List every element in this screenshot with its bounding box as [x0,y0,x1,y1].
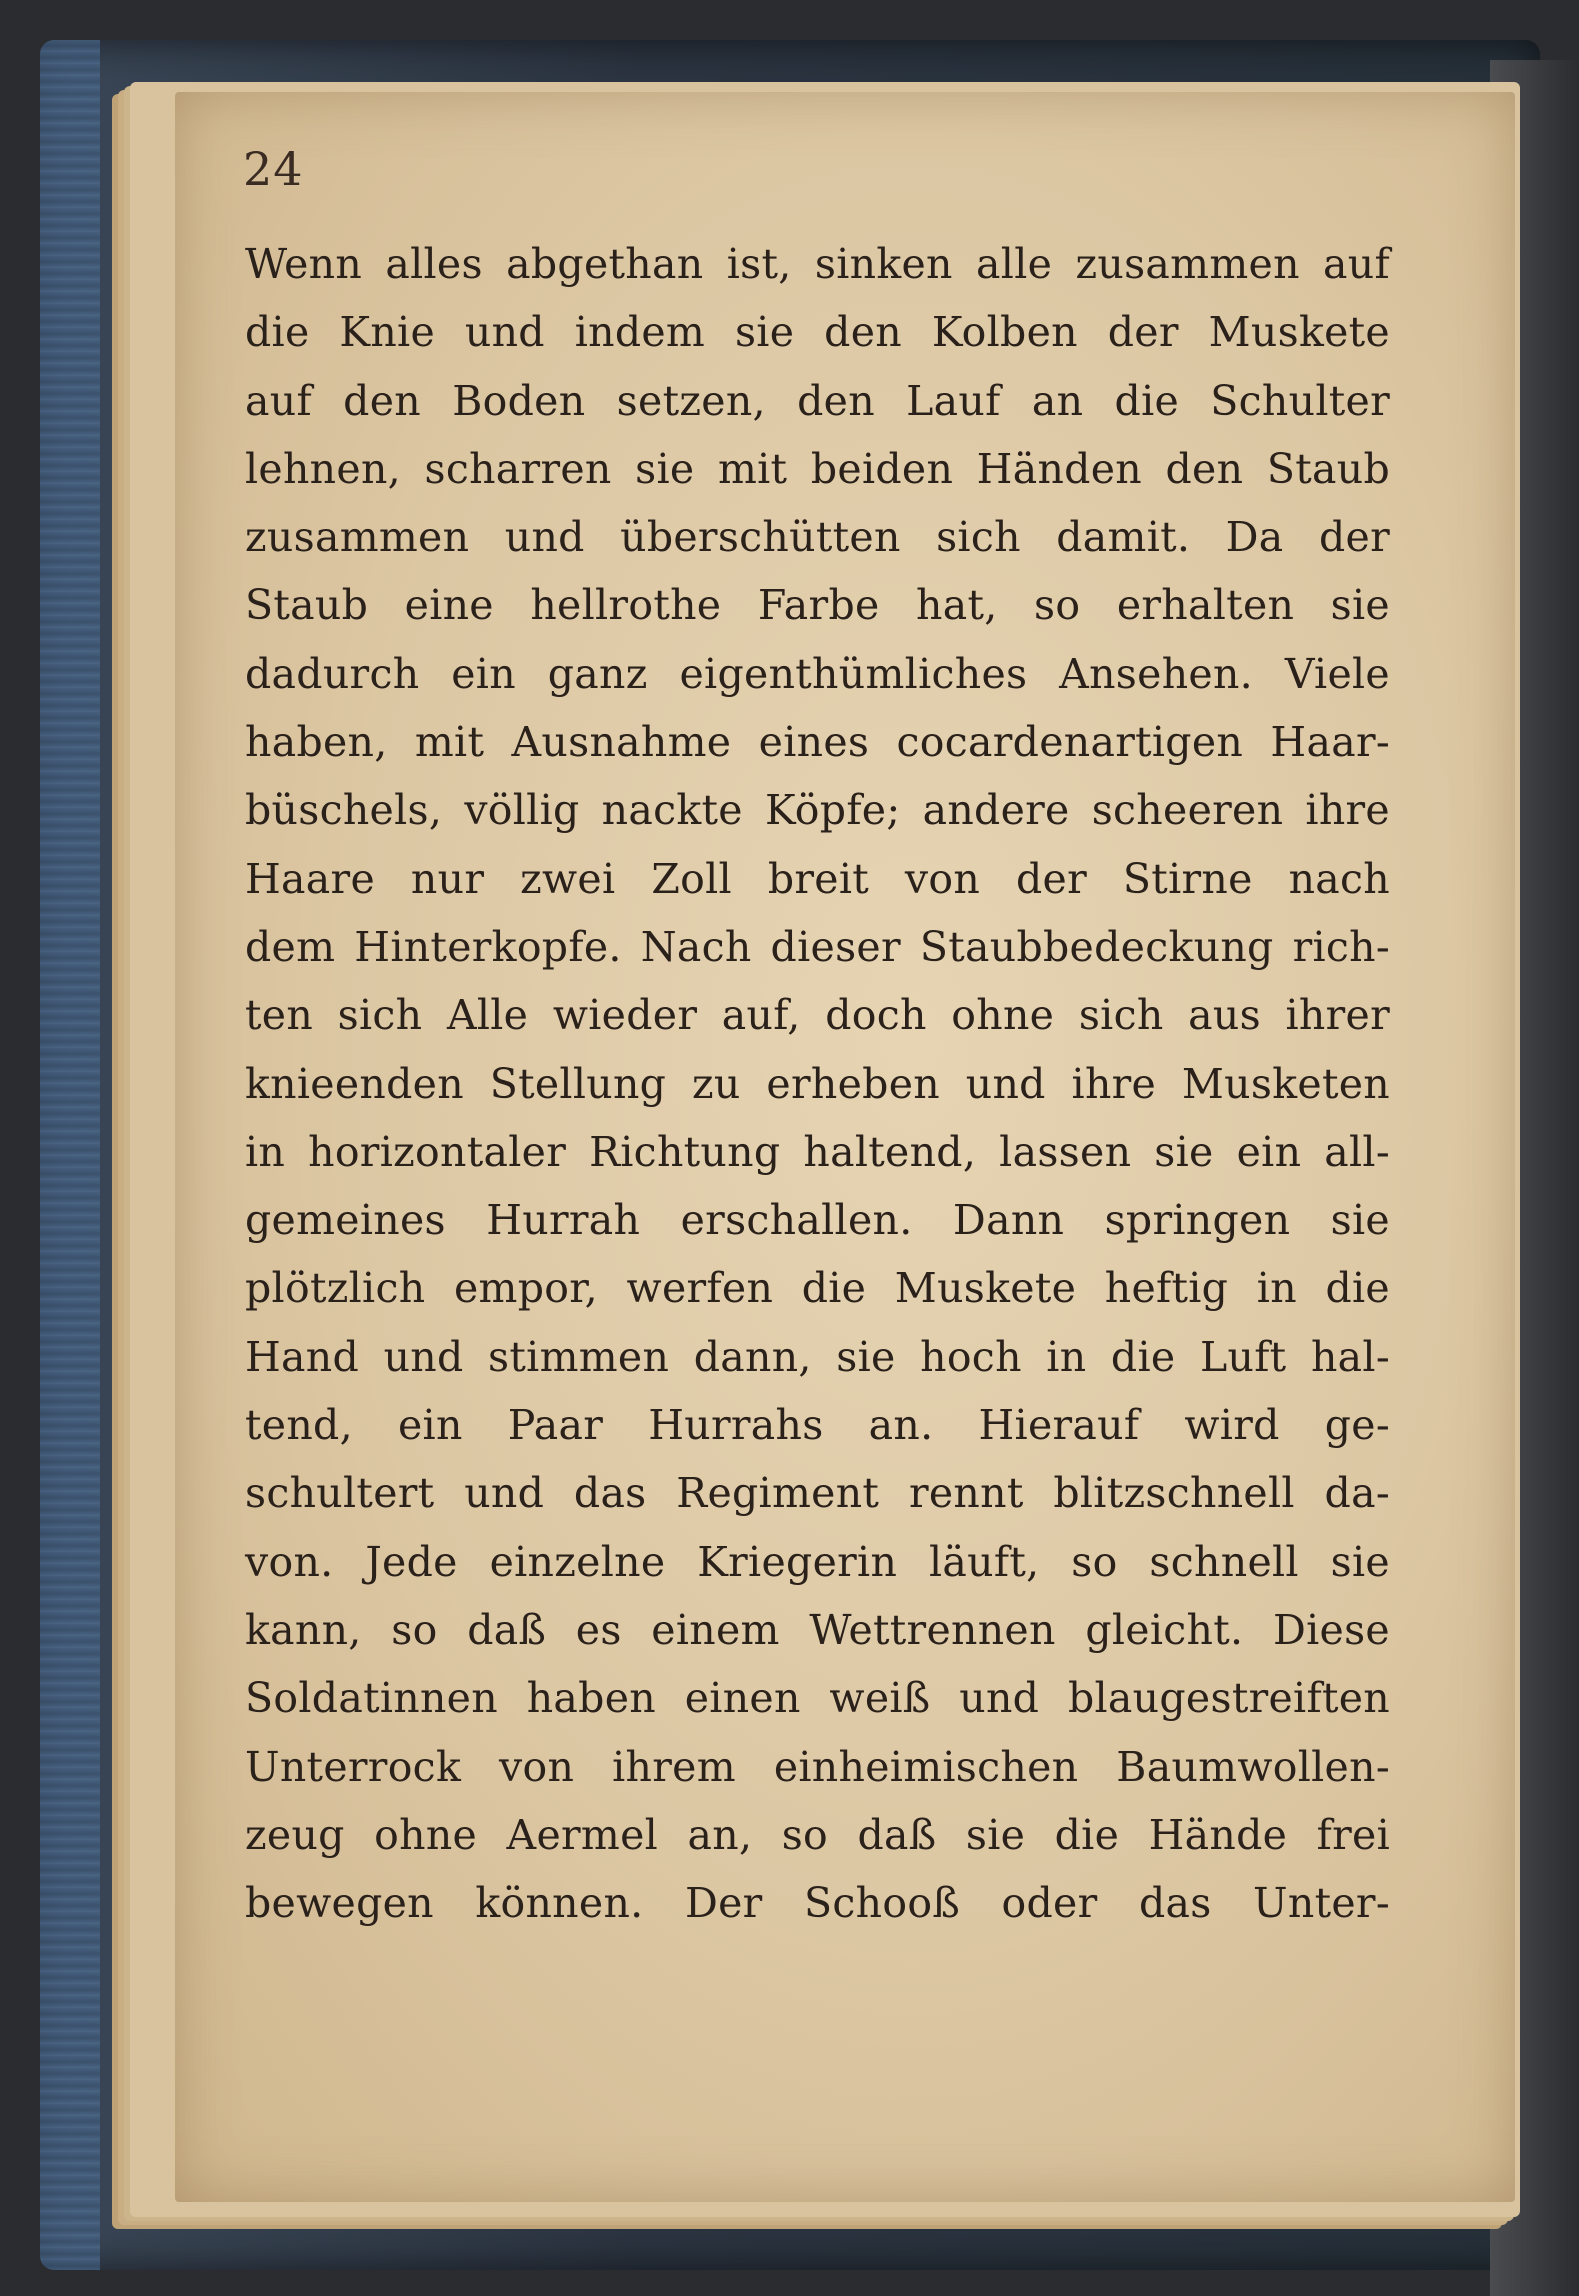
text-line: kann, so daß es einem Wettrennen gleicht. Diese [245,1605,1390,1654]
text-line: gemeines Hurrah erschallen. Dann springen sie [245,1196,1390,1245]
text-line: haben, mit Ausnahme eines cocardenartigen Haar- [245,718,1390,767]
text-line: ten sich Alle wieder auf, doch ohne sich aus ihrer [245,991,1390,1040]
page-number: 24 [243,142,304,196]
text-line: büschels, völlig nackte Köpfe; andere scheeren ihre [245,786,1390,835]
text-line: lehnen, scharren sie mit beiden Händen den Staub [245,444,1390,493]
text-line: zeug ohne Aermel an, so daß sie die Hände frei [245,1810,1390,1859]
text-line: die Knie und indem sie den Kolben der Muskete [245,308,1390,357]
text-line: von. Jede einzelne Kriegerin läuft, so schnell sie [245,1537,1390,1586]
text-line: zusammen und überschütten sich damit. Da der [245,513,1390,562]
page-text [245,230,1390,1937]
text-line: Unterrock von ihrem einheimischen Baumwollen- [245,1742,1390,1791]
text-line: Soldatinnen haben einen weiß und blaugestreiften [245,1674,1390,1723]
text-line: schultert und das Regiment rennt blitzschnell da- [245,1469,1390,1518]
text-line: Haare nur zwei Zoll breit von der Stirne nach [245,854,1390,903]
text-line: in horizontaler Richtung haltend, lassen sie ein all- [245,1127,1390,1176]
text-line: knieenden Stellung zu erheben und ihre Musketen [245,1059,1390,1108]
text-line: Staub eine hellrothe Farbe hat, so erhalten sie [245,581,1390,630]
text-line: dadurch ein ganz eigenthümliches Ansehen. Viele [245,649,1390,698]
text-line: dem Hinterkopfe. Nach dieser Staubbedeckung rich- [245,922,1390,971]
text-line: tend, ein Paar Hurrahs an. Hierauf wird ge- [245,1401,1390,1450]
text-line: auf den Boden setzen, den Lauf an die Schulter [245,376,1390,425]
book-spine-edge [40,40,100,2270]
text-line: plötzlich empor, werfen die Muskete heftig in die [245,1264,1390,1313]
text-line: bewegen können. Der Schooß oder das Unter- [245,1879,1390,1928]
text-line: Wenn alles abgethan ist, sinken alle zusammen auf [245,240,1390,288]
text-line: Hand und stimmen dann, sie hoch in die Luft hal- [245,1332,1390,1381]
